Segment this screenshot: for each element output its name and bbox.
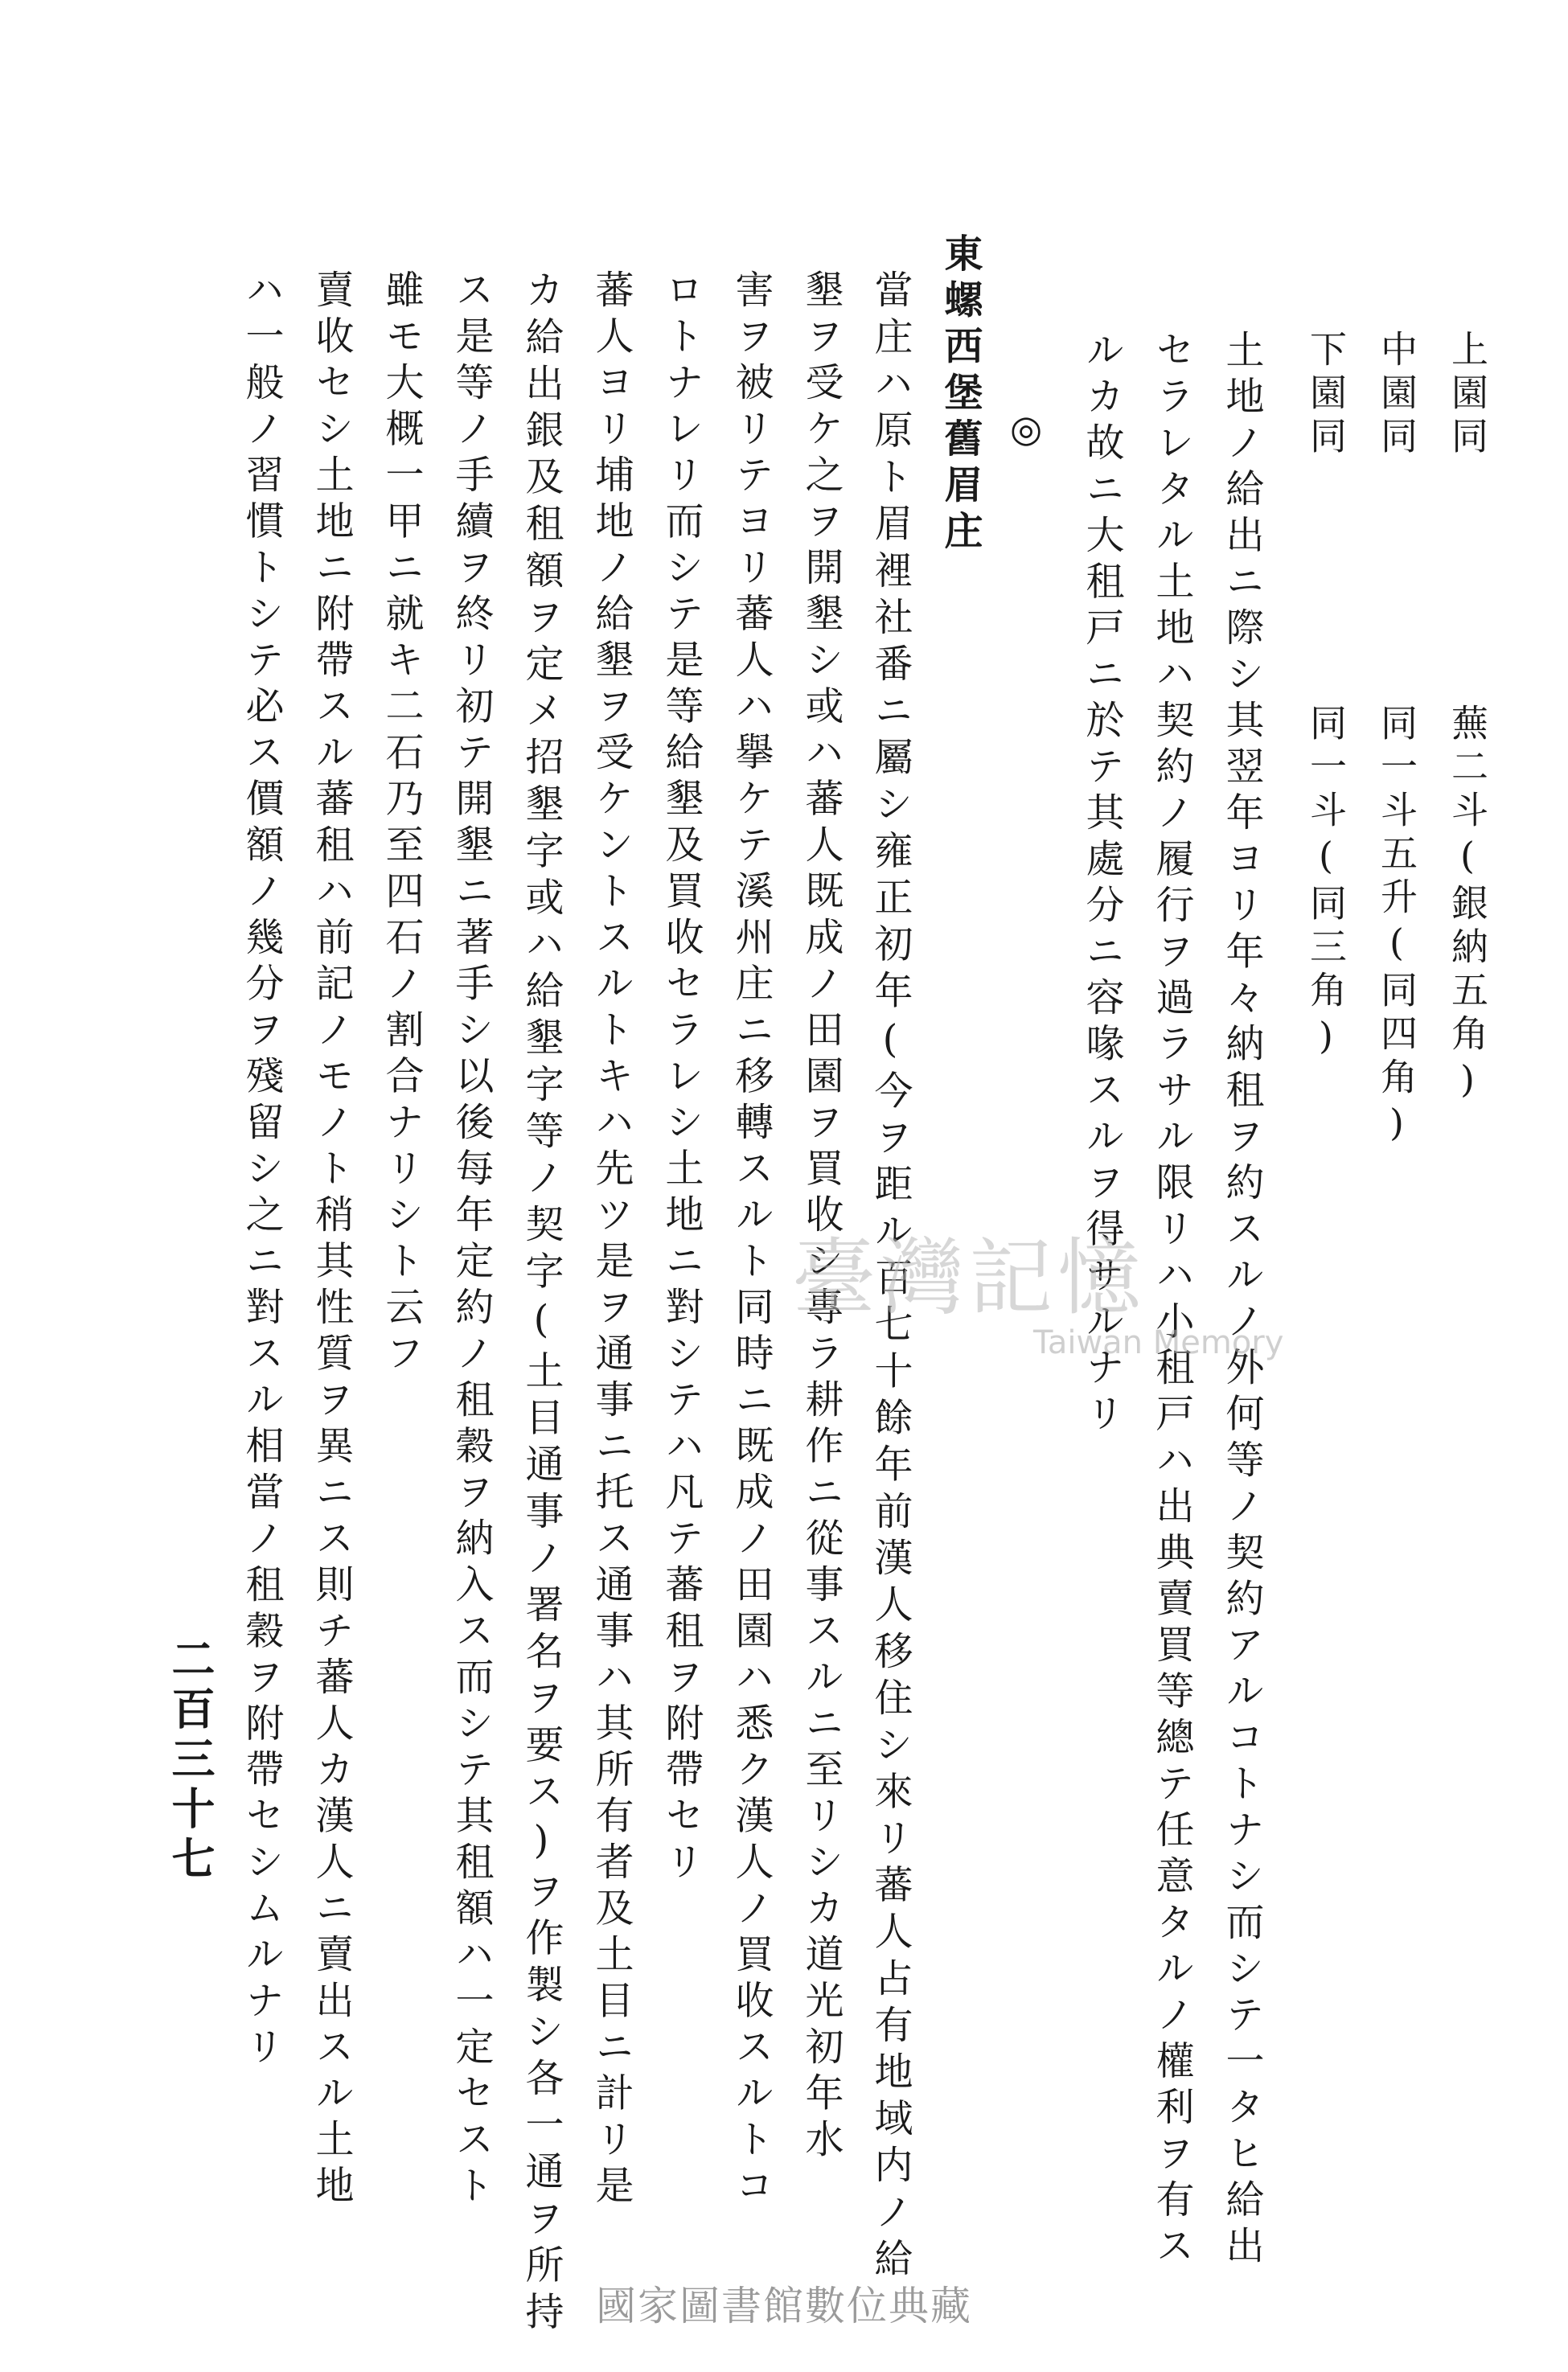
table-value-lower: 同一斗(同三角) — [1304, 704, 1348, 1064]
table-label-upper: 上園同 — [1446, 330, 1489, 460]
text-line: ルカ故ニ大租戸ニ於テ其處分ニ容喙スルヲ得サルナリ — [1079, 330, 1124, 1439]
section-heading: 東螺西堡舊眉庄 — [938, 233, 983, 557]
text-line: 土地ノ給出ニ際シ其翌年ヨリ年々納租ヲ約スルノ外何等ノ契約アルコトナシ而シテ一タヒ給出 — [1219, 330, 1264, 2271]
text-line: ハ一般ノ習慣トシテ必ス價額ノ幾分ヲ殘留シ之ニ對スル相當ノ租穀ヲ附帶セシムルナリ — [239, 269, 284, 2073]
text-line: 害ヲ被リテヨリ蕃人ハ擧ケテ溪州庄ニ移轉スルト同時ニ既成ノ田園ハ悉ク漢人ノ買收スルトコ — [729, 269, 774, 2211]
text-line: 當庄ハ原ト眉裡社番ニ屬シ雍正初年(今ヲ距ル百七十餘年前漢人移住シ來リ蕃人占有地域内ノ給 — [868, 269, 913, 2285]
table-value-middle: 同一斗五升(同四角) — [1375, 704, 1418, 1151]
footer-library-credit: 國家圖書館數位典藏 — [596, 2283, 972, 2329]
table-label-lower: 下園同 — [1304, 330, 1348, 460]
watermark-english: Taiwan Memory — [1033, 1324, 1284, 1361]
section-divider: ◎ — [1010, 407, 1043, 450]
text-line: カ給出銀及租額ヲ定メ招墾字或ハ給墾字等ノ契字(土目通事ノ署名ヲ要ス)ヲ作製シ各一通ヲ所持 — [519, 269, 564, 2338]
text-line: 墾ヲ受ケ之ヲ開墾シ或ハ蕃人既成ノ田園ヲ買收シ專ラ耕作ニ從事スルニ至リシカ道光初年水 — [798, 269, 844, 2165]
text-line: 蕃人ヨリ埔地ノ給墾ヲ受ケントスルトキハ先ツ是ヲ通事ニ托ス通事ハ其所有者及土目ニ計リ是 — [589, 269, 634, 2211]
text-line: ス是等ノ手續ヲ終リ初テ開墾ニ著手シ以後每年定約ノ租穀ヲ納入ス而シテ其租額ハ一定セスト — [449, 269, 494, 2211]
table-value-upper: 蕪二斗(銀納五角) — [1446, 704, 1489, 1107]
text-line: 賣收セシ土地ニ附帶スル蕃租ハ前記ノモノト稍其性質ヲ異ニス則チ蕃人カ漢人ニ賣出スル土地 — [309, 269, 354, 2211]
page-number: 二百三十七 — [165, 1636, 216, 1886]
table-label-middle: 中園同 — [1375, 330, 1418, 460]
watermark-chinese: 臺灣記憶 — [792, 1229, 1147, 1327]
text-line: セラレタル土地ハ契約ノ履行ヲ過ラサル限リハ小租戸ハ出典賣買等總テ任意タルノ權利ヲ有ス — [1149, 330, 1194, 2271]
text-line: 雖モ大概一甲ニ就キ二石乃至四石ノ割合ナリシト云フ — [379, 269, 424, 1379]
text-line: ロトナレリ而シテ是等給墾及買收セラレシ土地ニ對シテハ凡テ蕃租ヲ附帶セリ — [659, 269, 704, 1888]
